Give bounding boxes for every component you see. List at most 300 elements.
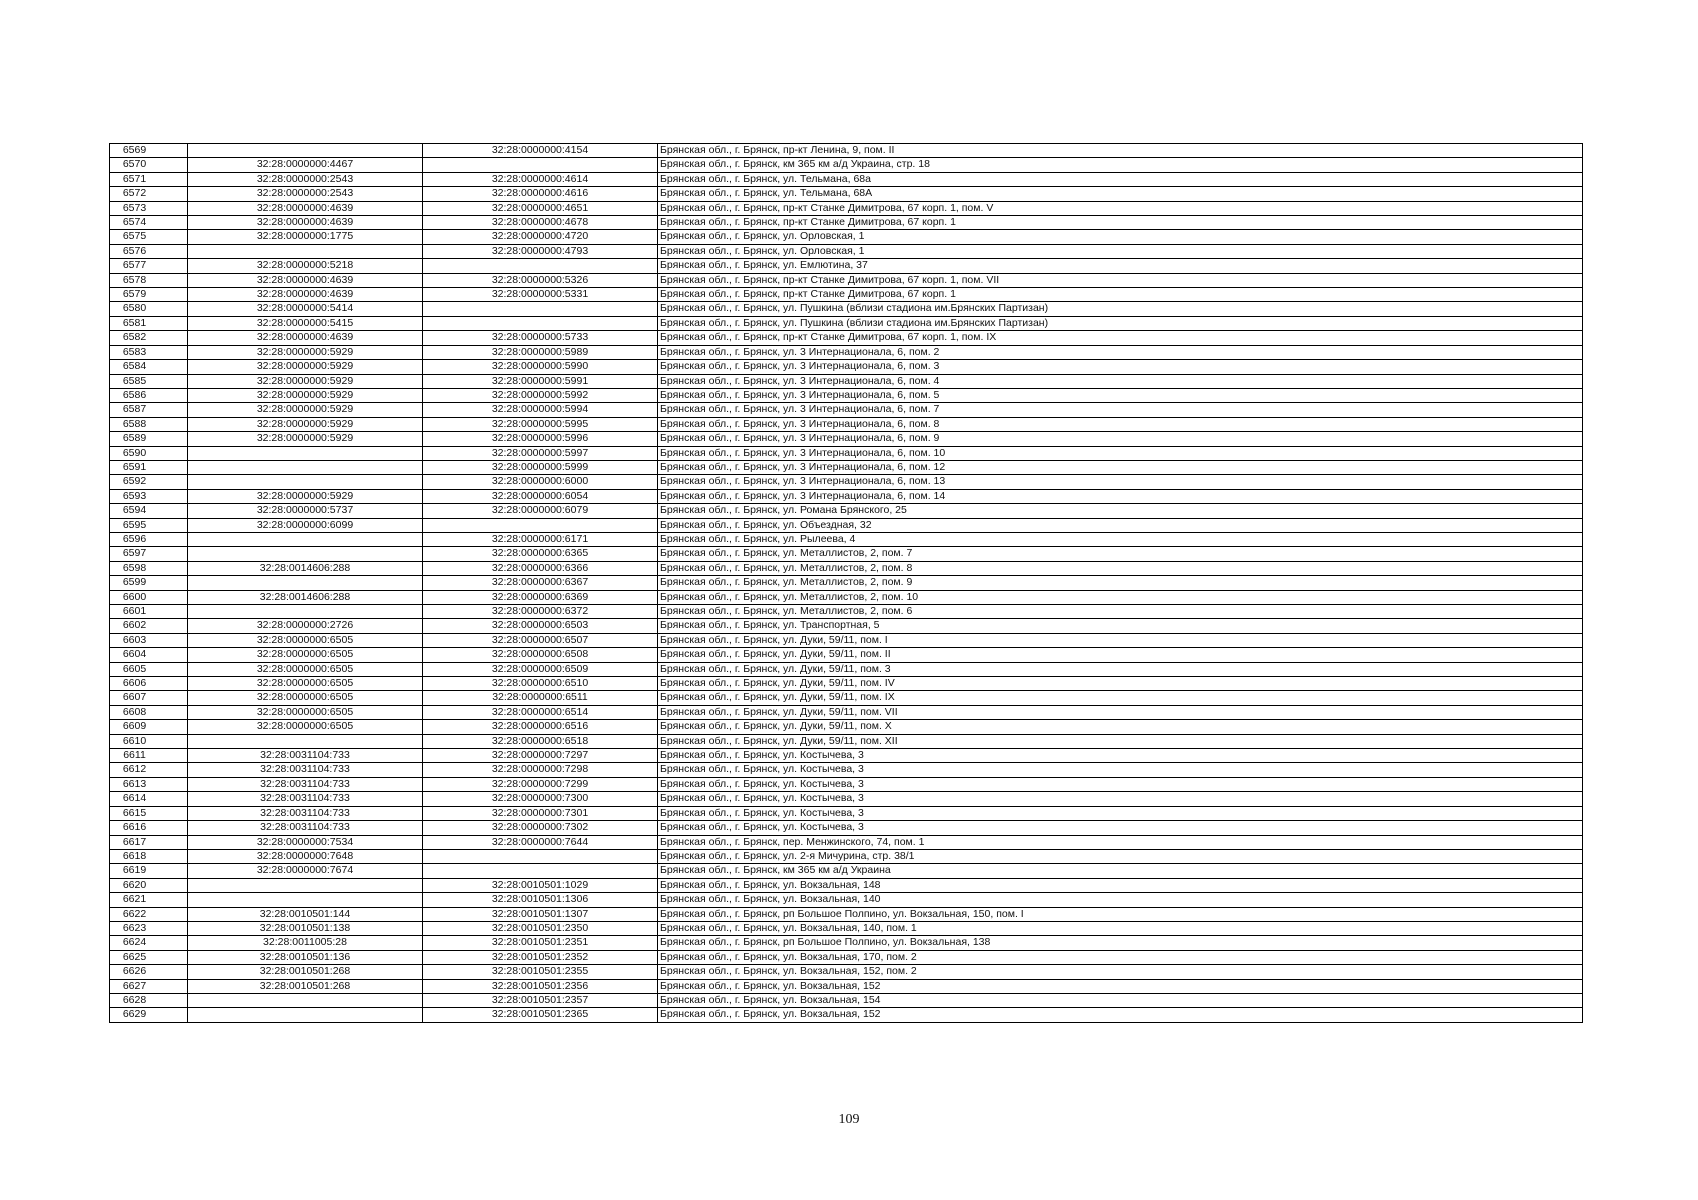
row-number-cell: 6620 (110, 878, 188, 892)
cadastral-number-cell: 32:28:0000000:6505 (188, 705, 423, 719)
address-cell: Брянская обл., г. Брянск, ул. Дуки, 59/11, пом. 3 (658, 662, 1583, 676)
table-row (110, 403, 1583, 417)
cadastral-number-cell: 32:28:0000000:6505 (188, 720, 423, 734)
row-number-cell: 6627 (110, 979, 188, 993)
table-row (110, 979, 1583, 993)
row-number-cell: 6569 (110, 144, 188, 158)
object-cadastral-number-cell: 32:28:0000000:6365 (423, 547, 658, 561)
row-number-cell: 6618 (110, 849, 188, 863)
object-cadastral-number-cell: 32:28:0000000:6518 (423, 734, 658, 748)
table-row (110, 504, 1583, 518)
row-number-cell: 6625 (110, 950, 188, 964)
address-cell: Брянская обл., г. Брянск, ул. Дуки, 59/11, пом. IX (658, 691, 1583, 705)
object-cadastral-number-cell: 32:28:0000000:7297 (423, 749, 658, 763)
cadastral-number-cell: 32:28:0000000:5929 (188, 345, 423, 359)
address-cell: Брянская обл., г. Брянск, пр-кт Станке Димитрова, 67 корп. 1, пом. VII (658, 273, 1583, 287)
address-cell: Брянская обл., г. Брянск, ул. Вокзальная, 152, пом. 2 (658, 965, 1583, 979)
table-row (110, 216, 1583, 230)
row-number-cell: 6624 (110, 936, 188, 950)
address-cell: Брянская обл., г. Брянск, пр-кт Станке Димитрова, 67 корп. 1 (658, 216, 1583, 230)
row-number-cell: 6571 (110, 172, 188, 186)
object-cadastral-number-cell (423, 158, 658, 172)
row-number-cell: 6607 (110, 691, 188, 705)
row-number-cell: 6575 (110, 230, 188, 244)
row-number-cell: 6609 (110, 720, 188, 734)
row-number-cell: 6589 (110, 432, 188, 446)
cadastral-number-cell: 32:28:0000000:5929 (188, 417, 423, 431)
address-cell: Брянская обл., г. Брянск, пр-кт Станке Димитрова, 67 корп. 1, пом. IX (658, 331, 1583, 345)
object-cadastral-number-cell: 32:28:0000000:6054 (423, 489, 658, 503)
address-cell: Брянская обл., г. Брянск, ул. Вокзальная, 154 (658, 993, 1583, 1007)
cadastral-number-cell (188, 460, 423, 474)
object-cadastral-number-cell: 32:28:0000000:4793 (423, 244, 658, 258)
cadastral-number-cell: 32:28:0000000:4639 (188, 331, 423, 345)
cadastral-number-cell (188, 144, 423, 158)
object-cadastral-number-cell: 32:28:0000000:6503 (423, 619, 658, 633)
table-row (110, 590, 1583, 604)
address-cell: Брянская обл., г. Брянск, ул. Пушкина (вблизи стадиона им.Брянских Партизан) (658, 302, 1583, 316)
object-cadastral-number-cell: 32:28:0000000:7298 (423, 763, 658, 777)
address-cell: Брянская обл., г. Брянск, ул. Костычева, 3 (658, 777, 1583, 791)
row-number-cell: 6605 (110, 662, 188, 676)
object-cadastral-number-cell: 32:28:0000000:4616 (423, 187, 658, 201)
table-row (110, 244, 1583, 258)
cadastral-number-cell: 32:28:0000000:6505 (188, 677, 423, 691)
object-cadastral-number-cell: 32:28:0000000:5331 (423, 288, 658, 302)
object-cadastral-number-cell: 32:28:0000000:4651 (423, 201, 658, 215)
object-cadastral-number-cell: 32:28:0000000:6508 (423, 648, 658, 662)
table-row (110, 720, 1583, 734)
table-row (110, 259, 1583, 273)
row-number-cell: 6602 (110, 619, 188, 633)
row-number-cell: 6594 (110, 504, 188, 518)
row-number-cell: 6590 (110, 446, 188, 460)
address-cell: Брянская обл., г. Брянск, ул. Дуки, 59/11, пом. II (658, 648, 1583, 662)
address-cell: Брянская обл., г. Брянск, ул. Орловская, 1 (658, 230, 1583, 244)
address-cell: Брянская обл., г. Брянск, ул. 3 Интернационала, 6, пом. 9 (658, 432, 1583, 446)
object-cadastral-number-cell: 32:28:0000000:6369 (423, 590, 658, 604)
object-cadastral-number-cell: 32:28:0000000:4678 (423, 216, 658, 230)
table-row (110, 734, 1583, 748)
address-cell: Брянская обл., г. Брянск, км 365 км а/д Украина, стр. 18 (658, 158, 1583, 172)
address-cell: Брянская обл., г. Брянск, ул. Пушкина (вблизи стадиона им.Брянских Партизан) (658, 316, 1583, 330)
address-cell: Брянская обл., г. Брянск, ул. Вокзальная, 140, пом. 1 (658, 921, 1583, 935)
table-row (110, 316, 1583, 330)
address-cell: Брянская обл., г. Брянск, ул. Дуки, 59/11, пом. VII (658, 705, 1583, 719)
cadastral-number-cell (188, 244, 423, 258)
table-row (110, 835, 1583, 849)
table-row (110, 201, 1583, 215)
cadastral-number-cell (188, 547, 423, 561)
cadastral-number-cell: 32:28:0000000:4467 (188, 158, 423, 172)
table-row (110, 936, 1583, 950)
cadastral-number-cell: 32:28:0000000:2543 (188, 187, 423, 201)
address-cell: Брянская обл., г. Брянск, ул. 3 Интернационала, 6, пом. 12 (658, 460, 1583, 474)
row-number-cell: 6623 (110, 921, 188, 935)
address-cell: Брянская обл., г. Брянск, ул. 3 Интернационала, 6, пом. 13 (658, 475, 1583, 489)
table-row (110, 331, 1583, 345)
cadastral-number-cell (188, 576, 423, 590)
table-row (110, 187, 1583, 201)
object-cadastral-number-cell: 32:28:0010501:2356 (423, 979, 658, 993)
cadastral-number-cell (188, 878, 423, 892)
cadastral-number-cell: 32:28:0014606:288 (188, 590, 423, 604)
object-cadastral-number-cell: 32:28:0000000:6516 (423, 720, 658, 734)
row-number-cell: 6614 (110, 792, 188, 806)
cadastral-number-cell: 32:28:0031104:733 (188, 821, 423, 835)
address-cell: Брянская обл., г. Брянск, ул. Емлютина, 37 (658, 259, 1583, 273)
table-row (110, 662, 1583, 676)
address-cell: Брянская обл., г. Брянск, ул. Металлистов, 2, пом. 7 (658, 547, 1583, 561)
row-number-cell: 6628 (110, 993, 188, 1007)
row-number-cell: 6598 (110, 561, 188, 575)
object-cadastral-number-cell: 32:28:0000000:5990 (423, 360, 658, 374)
cadastral-number-cell: 32:28:0000000:4639 (188, 201, 423, 215)
object-cadastral-number-cell: 32:28:0000000:6511 (423, 691, 658, 705)
table-row (110, 302, 1583, 316)
object-cadastral-number-cell: 32:28:0000000:5326 (423, 273, 658, 287)
table-row (110, 489, 1583, 503)
row-number-cell: 6612 (110, 763, 188, 777)
row-number-cell: 6579 (110, 288, 188, 302)
object-cadastral-number-cell: 32:28:0000000:7300 (423, 792, 658, 806)
table-row (110, 633, 1583, 647)
object-cadastral-number-cell: 32:28:0000000:5992 (423, 388, 658, 402)
address-cell: Брянская обл., г. Брянск, ул. 3 Интернационала, 6, пом. 10 (658, 446, 1583, 460)
row-number-cell: 6573 (110, 201, 188, 215)
address-cell: Брянская обл., г. Брянск, пр-кт Ленина, 9, пом. II (658, 144, 1583, 158)
cadastral-number-cell: 32:28:0000000:5929 (188, 388, 423, 402)
cadastral-number-cell: 32:28:0000000:7674 (188, 864, 423, 878)
row-number-cell: 6616 (110, 821, 188, 835)
table-row (110, 547, 1583, 561)
object-cadastral-number-cell (423, 316, 658, 330)
object-cadastral-number-cell: 32:28:0000000:4720 (423, 230, 658, 244)
row-number-cell: 6604 (110, 648, 188, 662)
row-number-cell: 6577 (110, 259, 188, 273)
table-row (110, 172, 1583, 186)
object-cadastral-number-cell: 32:28:0000000:5996 (423, 432, 658, 446)
row-number-cell: 6610 (110, 734, 188, 748)
object-cadastral-number-cell: 32:28:0000000:6510 (423, 677, 658, 691)
object-cadastral-number-cell: 32:28:0000000:7302 (423, 821, 658, 835)
cadastral-number-cell: 32:28:0031104:733 (188, 806, 423, 820)
row-number-cell: 6599 (110, 576, 188, 590)
address-cell: Брянская обл., г. Брянск, ул. Орловская, 1 (658, 244, 1583, 258)
table-row (110, 417, 1583, 431)
address-cell: Брянская обл., г. Брянск, ул. 3 Интернационала, 6, пом. 2 (658, 345, 1583, 359)
table-row (110, 792, 1583, 806)
address-cell: Брянская обл., г. Брянск, ул. Дуки, 59/11, пом. XII (658, 734, 1583, 748)
registry-table (109, 143, 1583, 1023)
row-number-cell: 6585 (110, 374, 188, 388)
object-cadastral-number-cell: 32:28:0000000:5733 (423, 331, 658, 345)
object-cadastral-number-cell (423, 864, 658, 878)
cadastral-number-cell: 32:28:0000000:6099 (188, 518, 423, 532)
row-number-cell: 6595 (110, 518, 188, 532)
object-cadastral-number-cell: 32:28:0000000:6367 (423, 576, 658, 590)
address-cell: Брянская обл., г. Брянск, ул. Металлистов, 2, пом. 8 (658, 561, 1583, 575)
table-row (110, 518, 1583, 532)
row-number-cell: 6600 (110, 590, 188, 604)
object-cadastral-number-cell: 32:28:0010501:1306 (423, 893, 658, 907)
object-cadastral-number-cell: 32:28:0010501:2365 (423, 1008, 658, 1022)
cadastral-number-cell: 32:28:0000000:6505 (188, 648, 423, 662)
row-number-cell: 6587 (110, 403, 188, 417)
row-number-cell: 6586 (110, 388, 188, 402)
cadastral-number-cell: 32:28:0000000:4639 (188, 273, 423, 287)
table-row (110, 878, 1583, 892)
table-row (110, 993, 1583, 1007)
cadastral-number-cell (188, 993, 423, 1007)
address-cell: Брянская обл., г. Брянск, ул. 3 Интернационала, 6, пом. 14 (658, 489, 1583, 503)
object-cadastral-number-cell: 32:28:0000000:4154 (423, 144, 658, 158)
object-cadastral-number-cell: 32:28:0000000:6366 (423, 561, 658, 575)
cadastral-number-cell: 32:28:0000000:2726 (188, 619, 423, 633)
address-cell: Брянская обл., г. Брянск, ул. Дуки, 59/11, пом. I (658, 633, 1583, 647)
cadastral-number-cell: 32:28:0000000:5414 (188, 302, 423, 316)
table-row (110, 619, 1583, 633)
address-cell: Брянская обл., г. Брянск, ул. Вокзальная, 140 (658, 893, 1583, 907)
row-number-cell: 6593 (110, 489, 188, 503)
table-row (110, 691, 1583, 705)
object-cadastral-number-cell: 32:28:0000000:6171 (423, 532, 658, 546)
address-cell: Брянская обл., г. Брянск, пр-кт Станке Димитрова, 67 корп. 1 (658, 288, 1583, 302)
table-row (110, 273, 1583, 287)
row-number-cell: 6596 (110, 532, 188, 546)
cadastral-number-cell: 32:28:0014606:288 (188, 561, 423, 575)
table-row (110, 849, 1583, 863)
cadastral-number-cell: 32:28:0000000:5929 (188, 360, 423, 374)
table-row (110, 763, 1583, 777)
address-cell: Брянская обл., г. Брянск, ул. Костычева, 3 (658, 806, 1583, 820)
cadastral-number-cell: 32:28:0000000:5737 (188, 504, 423, 518)
address-cell: Брянская обл., г. Брянск, ул. Тельмана, 68А (658, 187, 1583, 201)
table-row (110, 864, 1583, 878)
object-cadastral-number-cell: 32:28:0010501:2355 (423, 965, 658, 979)
cadastral-number-cell: 32:28:0031104:733 (188, 777, 423, 791)
address-cell: Брянская обл., г. Брянск, ул. Рылеева, 4 (658, 532, 1583, 546)
address-cell: Брянская обл., г. Брянск, ул. Костычева, 3 (658, 749, 1583, 763)
row-number-cell: 6626 (110, 965, 188, 979)
table-row (110, 561, 1583, 575)
cadastral-number-cell: 32:28:0000000:6505 (188, 691, 423, 705)
object-cadastral-number-cell: 32:28:0000000:5997 (423, 446, 658, 460)
object-cadastral-number-cell: 32:28:0000000:5999 (423, 460, 658, 474)
cadastral-number-cell: 32:28:0010501:268 (188, 965, 423, 979)
cadastral-number-cell: 32:28:0010501:136 (188, 950, 423, 964)
object-cadastral-number-cell (423, 849, 658, 863)
object-cadastral-number-cell: 32:28:0010501:2357 (423, 993, 658, 1007)
table-row (110, 648, 1583, 662)
table-row (110, 360, 1583, 374)
cadastral-number-cell: 32:28:0010501:268 (188, 979, 423, 993)
object-cadastral-number-cell (423, 302, 658, 316)
table-row (110, 965, 1583, 979)
cadastral-number-cell (188, 734, 423, 748)
object-cadastral-number-cell: 32:28:0010501:2350 (423, 921, 658, 935)
cadastral-number-cell: 32:28:0000000:1775 (188, 230, 423, 244)
cadastral-number-cell: 32:28:0000000:5218 (188, 259, 423, 273)
row-number-cell: 6617 (110, 835, 188, 849)
cadastral-number-cell (188, 532, 423, 546)
cadastral-number-cell: 32:28:0000000:5929 (188, 489, 423, 503)
object-cadastral-number-cell: 32:28:0000000:6000 (423, 475, 658, 489)
cadastral-number-cell: 32:28:0031104:733 (188, 763, 423, 777)
table-row (110, 532, 1583, 546)
address-cell: Брянская обл., г. Брянск, ул. Транспортная, 5 (658, 619, 1583, 633)
table-row (110, 893, 1583, 907)
address-cell: Брянская обл., г. Брянск, ул. Костычева, 3 (658, 792, 1583, 806)
table-row (110, 705, 1583, 719)
cadastral-number-cell: 32:28:0000000:5415 (188, 316, 423, 330)
table-row (110, 749, 1583, 763)
address-cell: Брянская обл., г. Брянск, ул. Вокзальная, 170, пом. 2 (658, 950, 1583, 964)
row-number-cell: 6584 (110, 360, 188, 374)
row-number-cell: 6613 (110, 777, 188, 791)
object-cadastral-number-cell: 32:28:0000000:7299 (423, 777, 658, 791)
cadastral-number-cell (188, 446, 423, 460)
object-cadastral-number-cell (423, 518, 658, 532)
address-cell: Брянская обл., г. Брянск, ул. 3 Интернационала, 6, пом. 8 (658, 417, 1583, 431)
object-cadastral-number-cell: 32:28:0000000:4614 (423, 172, 658, 186)
object-cadastral-number-cell: 32:28:0010501:1029 (423, 878, 658, 892)
address-cell: Брянская обл., г. Брянск, пр-кт Станке Димитрова, 67 корп. 1, пом. V (658, 201, 1583, 215)
row-number-cell: 6592 (110, 475, 188, 489)
cadastral-number-cell: 32:28:0031104:733 (188, 792, 423, 806)
cadastral-number-cell (188, 605, 423, 619)
object-cadastral-number-cell: 32:28:0000000:5991 (423, 374, 658, 388)
address-cell: Брянская обл., г. Брянск, ул. 3 Интернационала, 6, пом. 5 (658, 388, 1583, 402)
row-number-cell: 6581 (110, 316, 188, 330)
table-row (110, 907, 1583, 921)
row-number-cell: 6615 (110, 806, 188, 820)
object-cadastral-number-cell: 32:28:0000000:6507 (423, 633, 658, 647)
cadastral-number-cell: 32:28:0010501:138 (188, 921, 423, 935)
table-row (110, 806, 1583, 820)
object-cadastral-number-cell: 32:28:0000000:5995 (423, 417, 658, 431)
cadastral-number-cell: 32:28:0000000:4639 (188, 288, 423, 302)
row-number-cell: 6588 (110, 417, 188, 431)
row-number-cell: 6611 (110, 749, 188, 763)
address-cell: Брянская обл., г. Брянск, ул. Вокзальная, 152 (658, 979, 1583, 993)
row-number-cell: 6576 (110, 244, 188, 258)
address-cell: Брянская обл., г. Брянск, рп Большое Полпино, ул. Вокзальная, 150, пом. I (658, 907, 1583, 921)
table-row (110, 777, 1583, 791)
cadastral-number-cell: 32:28:0000000:7534 (188, 835, 423, 849)
table-row (110, 158, 1583, 172)
address-cell: Брянская обл., г. Брянск, ул. Металлистов, 2, пом. 9 (658, 576, 1583, 590)
table-row (110, 821, 1583, 835)
table-row (110, 576, 1583, 590)
address-cell: Брянская обл., г. Брянск, ул. Дуки, 59/11, пом. IV (658, 677, 1583, 691)
page-number: 109 (838, 1112, 860, 1127)
cadastral-number-cell: 32:28:0000000:5929 (188, 374, 423, 388)
address-cell: Брянская обл., г. Брянск, ул. Костычева, 3 (658, 763, 1583, 777)
address-cell: Брянская обл., г. Брянск, ул. Вокзальная, 148 (658, 878, 1583, 892)
object-cadastral-number-cell: 32:28:0000000:7301 (423, 806, 658, 820)
table-row (110, 374, 1583, 388)
table-row (110, 1008, 1583, 1022)
cadastral-number-cell: 32:28:0000000:4639 (188, 216, 423, 230)
object-cadastral-number-cell: 32:28:0010501:2352 (423, 950, 658, 964)
table-row (110, 345, 1583, 359)
row-number-cell: 6603 (110, 633, 188, 647)
table-row (110, 446, 1583, 460)
row-number-cell: 6572 (110, 187, 188, 201)
registry-table-body (110, 144, 1583, 1023)
object-cadastral-number-cell: 32:28:0000000:6079 (423, 504, 658, 518)
cadastral-number-cell: 32:28:0000000:7648 (188, 849, 423, 863)
object-cadastral-number-cell: 32:28:0000000:6509 (423, 662, 658, 676)
row-number-cell: 6608 (110, 705, 188, 719)
object-cadastral-number-cell: 32:28:0000000:5994 (423, 403, 658, 417)
object-cadastral-number-cell (423, 259, 658, 273)
object-cadastral-number-cell: 32:28:0000000:6372 (423, 605, 658, 619)
object-cadastral-number-cell: 32:28:0010501:2351 (423, 936, 658, 950)
table-row (110, 432, 1583, 446)
table-row (110, 921, 1583, 935)
cadastral-number-cell (188, 475, 423, 489)
cadastral-number-cell (188, 1008, 423, 1022)
row-number-cell: 6597 (110, 547, 188, 561)
address-cell: Брянская обл., г. Брянск, ул. Дуки, 59/11, пом. X (658, 720, 1583, 734)
row-number-cell: 6621 (110, 893, 188, 907)
address-cell: Брянская обл., г. Брянск, ул. Объездная, 32 (658, 518, 1583, 532)
address-cell: Брянская обл., г. Брянск, ул. Тельмана, 68а (658, 172, 1583, 186)
row-number-cell: 6606 (110, 677, 188, 691)
cadastral-number-cell: 32:28:0031104:733 (188, 749, 423, 763)
row-number-cell: 6629 (110, 1008, 188, 1022)
cadastral-number-cell: 32:28:0010501:144 (188, 907, 423, 921)
address-cell: Брянская обл., г. Брянск, ул. Костычева, 3 (658, 821, 1583, 835)
row-number-cell: 6578 (110, 273, 188, 287)
cadastral-number-cell: 32:28:0000000:5929 (188, 432, 423, 446)
cadastral-number-cell: 32:28:0000000:6505 (188, 633, 423, 647)
address-cell: Брянская обл., г. Брянск, ул. Металлистов, 2, пом. 6 (658, 605, 1583, 619)
row-number-cell: 6601 (110, 605, 188, 619)
cadastral-number-cell: 32:28:0000000:2543 (188, 172, 423, 186)
row-number-cell: 6622 (110, 907, 188, 921)
table-row (110, 388, 1583, 402)
cadastral-number-cell: 32:28:0011005:28 (188, 936, 423, 950)
table-row (110, 475, 1583, 489)
table-row (110, 605, 1583, 619)
address-cell: Брянская обл., г. Брянск, ул. Металлистов, 2, пом. 10 (658, 590, 1583, 604)
cadastral-number-cell: 32:28:0000000:6505 (188, 662, 423, 676)
object-cadastral-number-cell: 32:28:0000000:6514 (423, 705, 658, 719)
table-row (110, 460, 1583, 474)
row-number-cell: 6619 (110, 864, 188, 878)
address-cell: Брянская обл., г. Брянск, ул. Романа Брянского, 25 (658, 504, 1583, 518)
address-cell: Брянская обл., г. Брянск, км 365 км а/д Украина (658, 864, 1583, 878)
row-number-cell: 6591 (110, 460, 188, 474)
row-number-cell: 6580 (110, 302, 188, 316)
address-cell: Брянская обл., г. Брянск, ул. 3 Интернационала, 6, пом. 7 (658, 403, 1583, 417)
address-cell: Брянская обл., г. Брянск, рп Большое Полпино, ул. Вокзальная, 138 (658, 936, 1583, 950)
object-cadastral-number-cell: 32:28:0000000:5989 (423, 345, 658, 359)
row-number-cell: 6583 (110, 345, 188, 359)
object-cadastral-number-cell: 32:28:0010501:1307 (423, 907, 658, 921)
address-cell: Брянская обл., г. Брянск, ул. 3 Интернационала, 6, пом. 3 (658, 360, 1583, 374)
table-row (110, 230, 1583, 244)
table-row (110, 144, 1583, 158)
row-number-cell: 6574 (110, 216, 188, 230)
row-number-cell: 6570 (110, 158, 188, 172)
address-cell: Брянская обл., г. Брянск, ул. Вокзальная, 152 (658, 1008, 1583, 1022)
row-number-cell: 6582 (110, 331, 188, 345)
cadastral-number-cell: 32:28:0000000:5929 (188, 403, 423, 417)
